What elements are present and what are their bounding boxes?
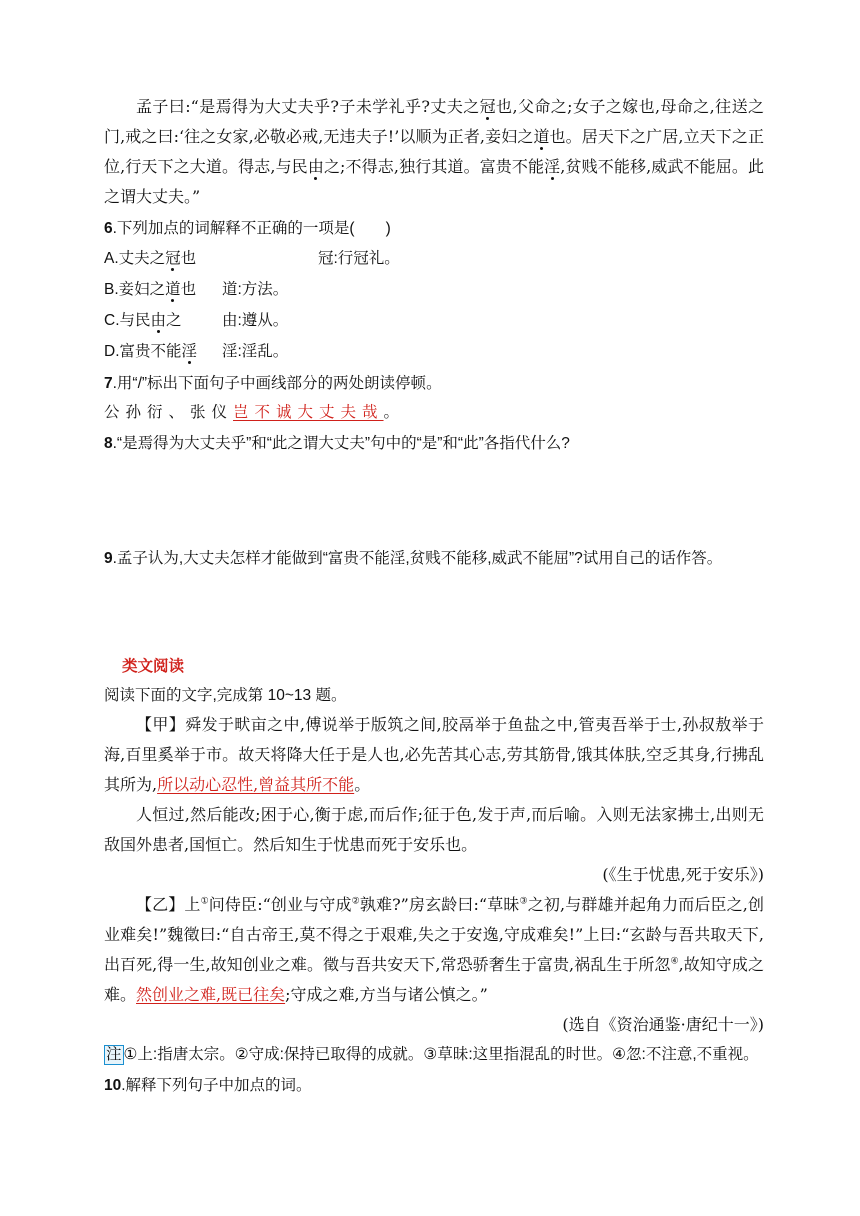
question-6 <box>104 214 764 243</box>
question-number: 8 <box>104 435 113 452</box>
option-c: C.与民由之 由:遵从。 <box>104 305 764 336</box>
question-9 <box>104 544 764 573</box>
option-a: A.丈夫之冠也 冠:行冠礼。 <box>104 243 764 274</box>
passage-jia-1: 【甲】舜发于畎亩之中,傅说举于版筑之间,胶鬲举于鱼盐之中,管夷吾举于士,孙叔敖举于海,百里奚举于市。故天将降大任于是人也,必先苦其心志,劳其筋骨,饿其体肤,空乏其身,行拂乱其所为,所以动心忍性,曾益其所不能。 <box>104 715 764 794</box>
question-number: 10 <box>104 1077 122 1094</box>
dotted-char: 淫 <box>544 157 561 176</box>
question-number: 6 <box>104 220 113 237</box>
option-b: B.妾妇之道也 道:方法。 <box>104 274 764 305</box>
source-citation: (选自《资治通鉴·唐纪十一》) <box>562 1015 764 1034</box>
option-d: D.富贵不能淫 淫:淫乱。 <box>104 336 764 367</box>
section-heading: 类文阅读 <box>122 658 185 675</box>
passage-jia-2: 人恒过,然后能改;困于心,衡于虑,而后作;征于色,发于声,而后喻。入则无法家拂士,出则无敌国外患者,国恒亡。然后知生于忧患而死于安乐也。 <box>104 805 764 854</box>
question-10 <box>104 1071 764 1100</box>
dotted-char: 道 <box>533 127 550 146</box>
notes-text: ①上:指唐太宗。②守成:保持已取得的成就。③草昧:这里指混乱的时世。④忽:不注意,不重视。 <box>123 1046 759 1063</box>
passage-text: 也,父命之;女子之嫁也,母命之,往送之门,戒之曰:‘往之女家,必敬必戒,无违夫子!’以顺为正者,妾妇之 <box>104 97 764 146</box>
section-instruction: 阅读下面的文字,完成第 10~13 题。 <box>104 687 347 704</box>
question-number: 9 <box>104 550 113 567</box>
question-7 <box>104 369 764 398</box>
passage-text: ,贫贱不能移,威武不能屈。此之谓大丈夫。” <box>104 157 764 206</box>
question-text: .孟子认为,大丈夫怎样才能做到“富贵不能淫,贫贱不能移,威武不能屈”?试用自己的话作答。 <box>112 550 723 567</box>
underlined-phrase: 岂不诚大丈夫哉 <box>233 403 384 421</box>
passage-mencius <box>104 92 764 212</box>
dotted-char: 冠 <box>479 97 497 116</box>
notes <box>104 1040 764 1069</box>
question-number: 7 <box>104 375 113 392</box>
passage-text: 也。居天下之广居,立天下之正位,行天下之大道。得志,与民 <box>104 127 764 176</box>
question-text: .用“/”标出下面句子中画线部分的两处朗读停顿。 <box>112 375 442 392</box>
option-explanation: 冠:行冠礼。 <box>318 250 400 267</box>
question-text: .下列加点的词解释不正确的一项是( ) <box>112 220 391 237</box>
option-explanation: 道:方法。 <box>222 281 289 298</box>
answer-space <box>104 573 764 653</box>
passage-text: 孟子曰:“是焉得为大丈夫乎?子未学礼乎?丈夫之 <box>136 97 480 116</box>
underlined-phrase: 然创业之难,既已往矣 <box>136 985 286 1004</box>
question-text: .解释下列句子中加点的词。 <box>121 1077 312 1094</box>
question-text: .“是焉得为大丈夫乎”和“此之谓大丈夫”句中的“是”和“此”各指代什么? <box>112 435 570 452</box>
note-label: 注 <box>106 1046 122 1063</box>
page <box>104 92 764 1100</box>
answer-space <box>104 458 764 542</box>
underlined-phrase: 所以动心忍性,曾益其所不能 <box>157 775 355 794</box>
source-citation: (《生于忧患,死于安乐》) <box>602 865 764 884</box>
option-explanation: 淫:淫乱。 <box>222 343 289 360</box>
passage-text: 之;不得志,独行其道。富贵不能 <box>323 157 545 176</box>
option-explanation: 由:遵从。 <box>222 312 289 329</box>
question-8 <box>104 429 764 458</box>
passage-yi: 【乙】上①问侍臣:“创业与守成②孰难?”房玄龄曰:“草昧③之初,与群雄并起角力而后臣之,创业难矣!”魏徵曰:“自古帝王,莫不得之于艰难,失之于安逸,守成难矣!”上曰:“玄龄与吾共取天下,出百死,得一生,故知创业之难。徵与吾共安天下,常恐骄奢生于富贵,祸乱生于所忽④,故知守成之难。然创业之难,既已往矣;守成之难,方当与诸公慎之。” <box>104 895 764 1004</box>
question-7-sentence: 公孙衍、张仪岂不诚大丈夫哉。 <box>104 403 406 421</box>
dotted-char: 由 <box>307 157 324 176</box>
